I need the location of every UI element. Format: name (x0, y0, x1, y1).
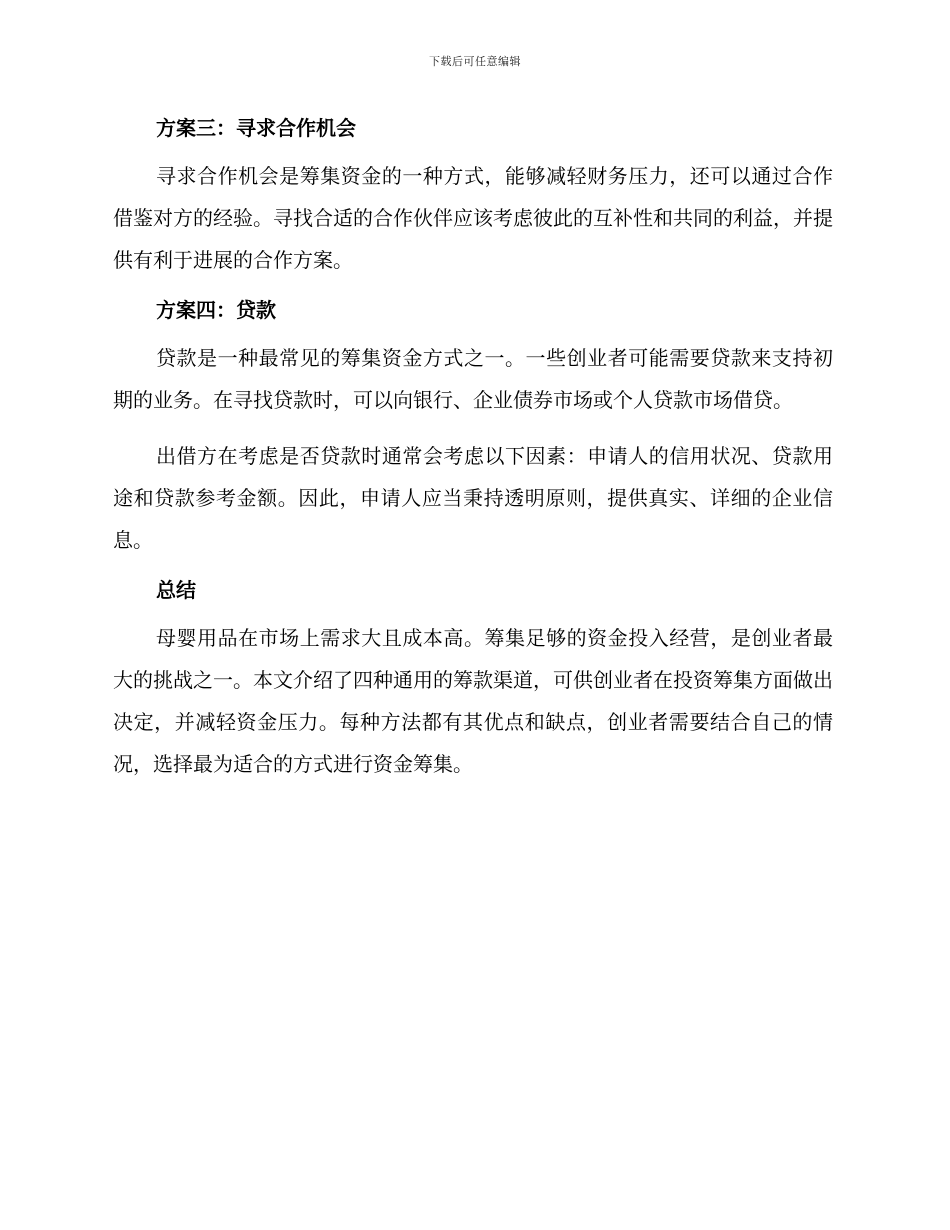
paragraph-cooperation: 寻求合作机会是筹集资金的一种方式，能够减轻财务压力，还可以通过合作借鉴对方的经验。寻找合适的合作伙伴应该考虑彼此的互补性和共同的利益，并提供有利于进展的合作方案。 (113, 164, 833, 272)
section-heading-plan-four: 方案四：贷款 (156, 298, 276, 322)
document-body (113, 110, 833, 785)
page-header: 下载后可任意编辑 (429, 55, 521, 68)
paragraph-loan-factors: 出借方在考虑是否贷款时通常会考虑以下因素：申请人的信用状况、贷款用途和贷款参考金额。因此，申请人应当秉持透明原则，提供真实、详细的企业信息。 (113, 444, 833, 552)
paragraph-loan-intro: 贷款是一种最常见的筹集资金方式之一。一些创业者可能需要贷款来支持初期的业务。在寻找贷款时，可以向银行、企业债券市场或个人贷款市场借贷。 (113, 346, 833, 412)
section-heading-summary: 总结 (156, 578, 196, 602)
paragraph-summary: 母婴用品在市场上需求大且成本高。筹集足够的资金投入经营，是创业者最大的挑战之一。本文介绍了四种通用的筹款渠道，可供创业者在投资筹集方面做出决定，并减轻资金压力。每种方法都有其优点和缺点，创业者需要结合自己的情况，选择最为适合的方式进行资金筹集。 (113, 626, 833, 776)
section-heading-plan-three: 方案三：寻求合作机会 (156, 116, 356, 140)
